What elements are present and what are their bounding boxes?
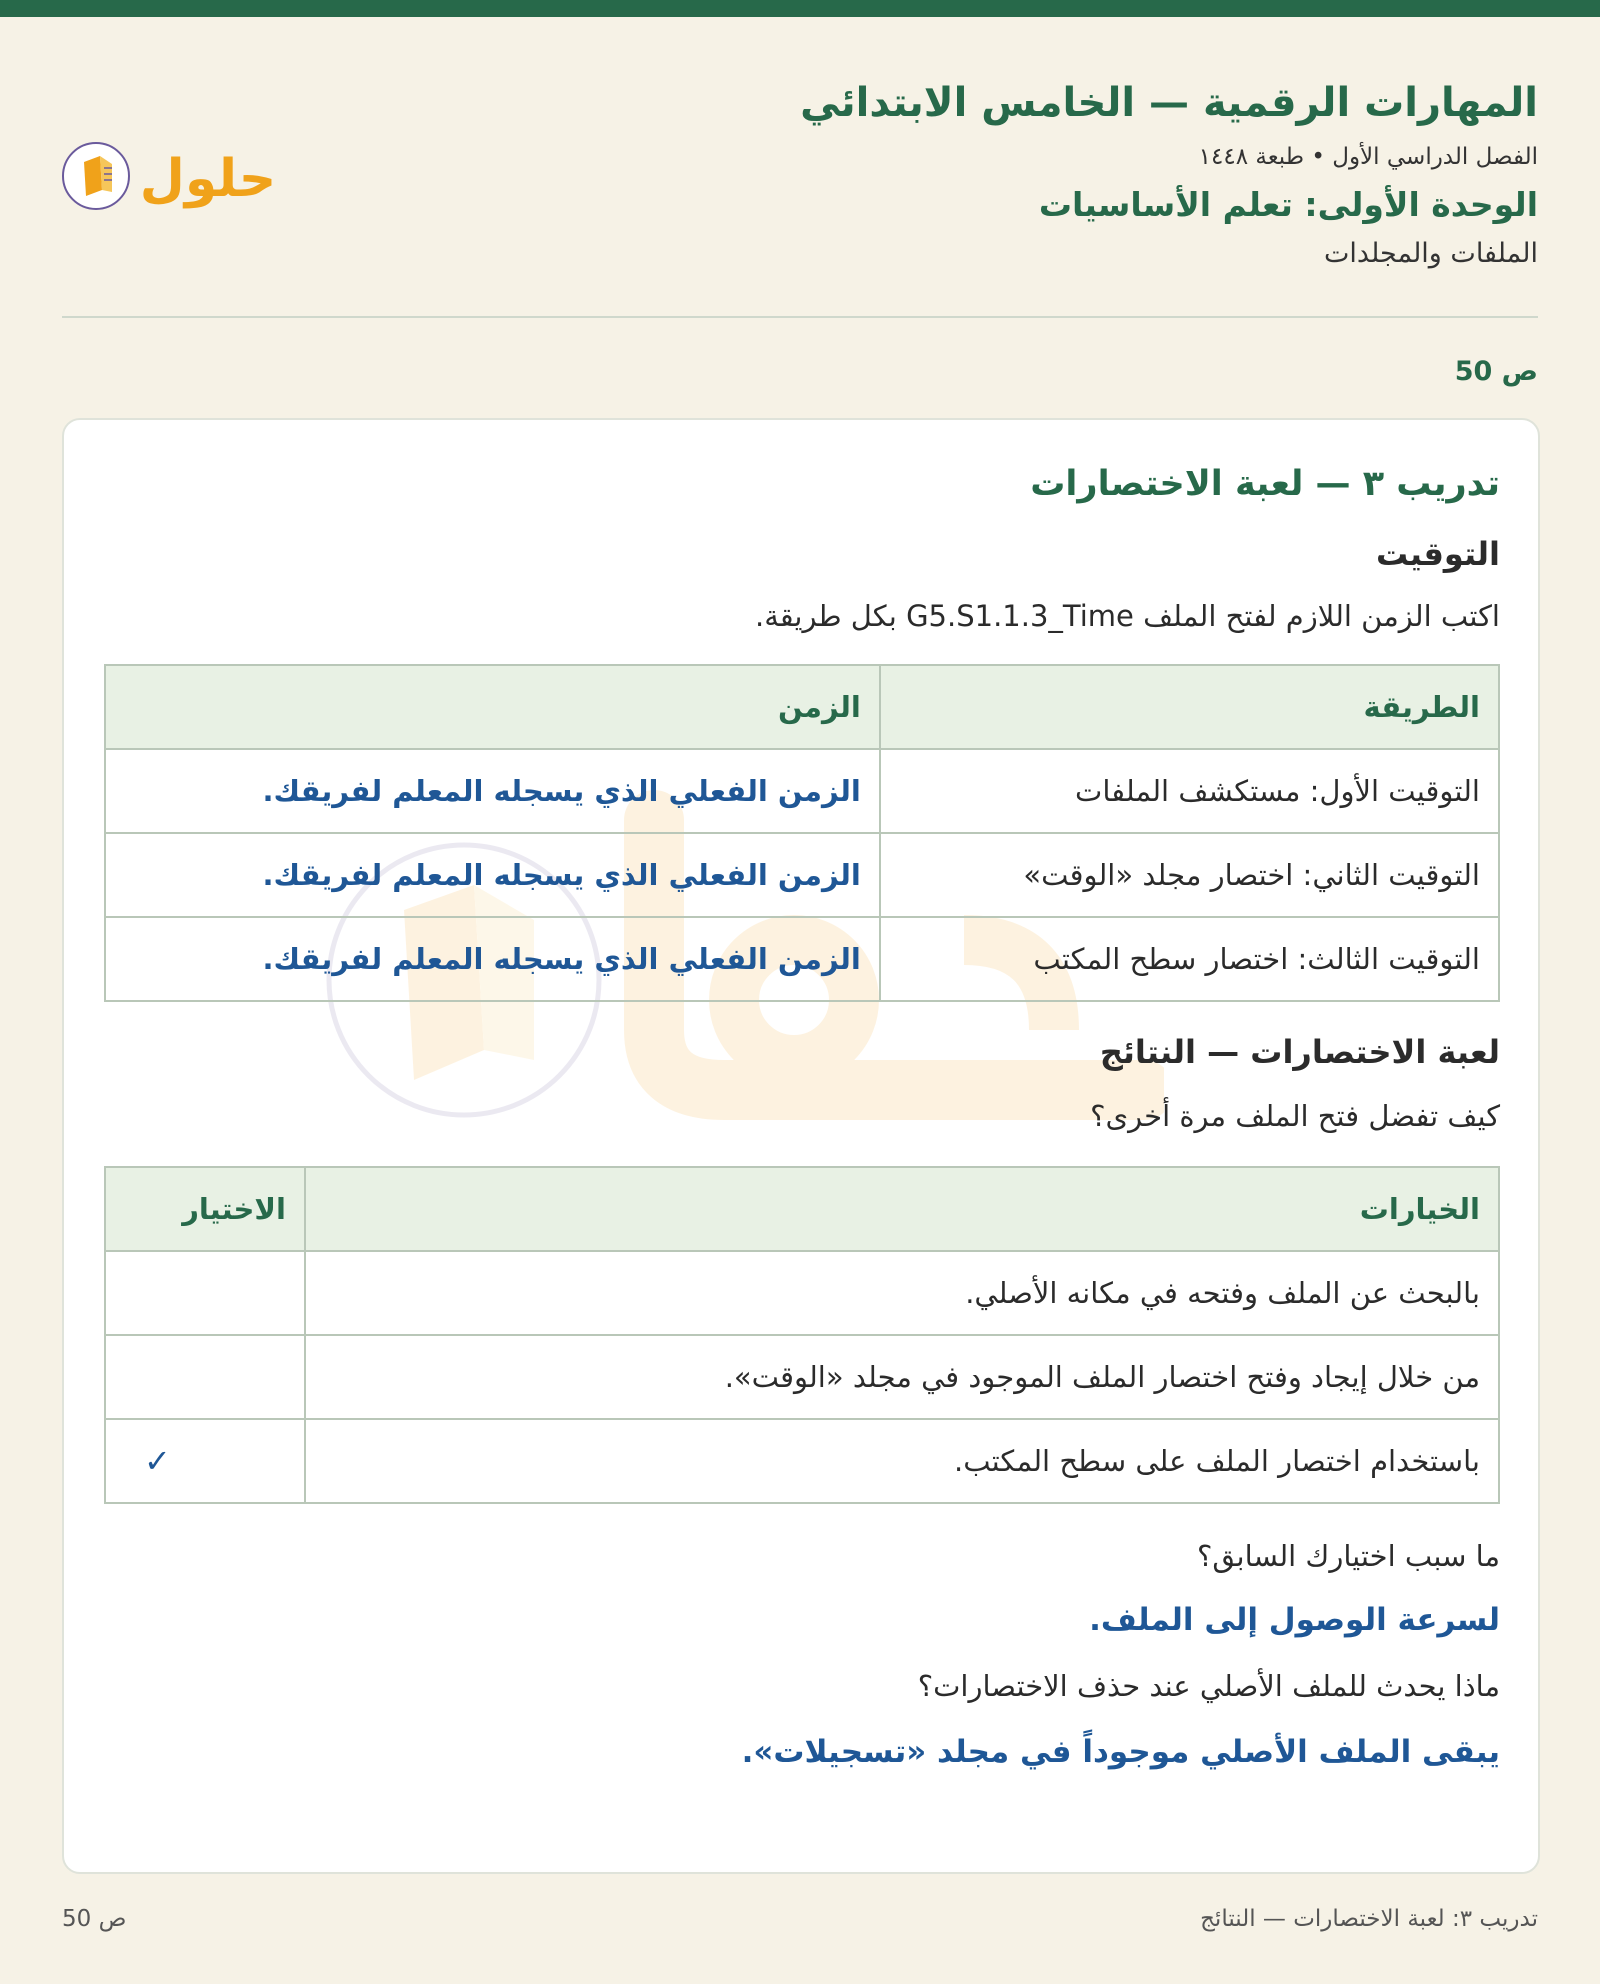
col-header-time: الزمن [105,665,880,749]
question-reason: ما سبب اختيارك السابق؟ [1196,1539,1500,1573]
timing-table [104,664,1500,1002]
lesson-title: الملفات والمجلدات [1324,238,1538,269]
timing-instruction: اكتب الزمن اللازم لفتح الملف G5.S1.1.3_Time بكل طريقة. [755,599,1500,633]
header-divider [62,316,1538,318]
results-question: كيف تفضل فتح الملف مرة أخرى؟ [1090,1099,1500,1133]
page-header [62,78,1538,318]
col-header-method: الطريقة [880,665,1499,749]
table-row [105,917,1499,1001]
method-cell: التوقيت الثالث: اختصار سطح المكتب [880,917,1499,1001]
subject-title: المهارات الرقمية — الخامس الابتدائي [800,80,1538,126]
option-cell: من خلال إيجاد وفتح اختصار الملف الموجود في مجلد «الوقت». [305,1335,1499,1419]
option-cell: باستخدام اختصار الملف على سطح المكتب. [305,1419,1499,1503]
table-row [105,1335,1499,1419]
semester-edition: الفصل الدراسي الأول • طبعة ١٤٤٨ [1198,144,1538,170]
logo-text: حلول [139,149,277,209]
table-row [105,1251,1499,1335]
choice-table-header [105,1167,1499,1251]
footer-section-label: تدريب ٣: لعبة الاختصارات — النتائج [1200,1906,1538,1932]
page-reference: ص 50 [1454,356,1538,387]
card-content [104,460,1500,1774]
table-row [105,1419,1499,1503]
table-row [105,833,1499,917]
col-header-options: الخيارات [305,1167,1499,1251]
check-mark-icon[interactable]: ✓ [105,1419,305,1503]
timing-table-header [105,665,1499,749]
answer-reason: لسرعة الوصول إلى الملف. [1089,1602,1500,1638]
answer-delete-shortcut: يبقى الملف الأصلي موجوداً في مجلد «تسجيلات». [741,1734,1500,1770]
results-heading: لعبة الاختصارات — النتائج [1099,1033,1500,1071]
footer-page-number: ص 50 [62,1906,127,1932]
hulul-logo [62,130,292,222]
option-cell: بالبحث عن الملف وفتحه في مكانه الأصلي. [305,1251,1499,1335]
unit-title: الوحدة الأولى: تعلم الأساسيات [1038,185,1538,224]
top-accent-bar [0,0,1600,17]
col-header-choice: الاختيار [105,1167,305,1251]
exercise-title: تدريب ٣ — لعبة الاختصارات [1030,464,1500,504]
method-cell: التوقيت الأول: مستكشف الملفات [880,749,1499,833]
time-answer-cell: الزمن الفعلي الذي يسجله المعلم لفريقك. [105,917,880,1001]
method-cell: التوقيت الثاني: اختصار مجلد «الوقت» [880,833,1499,917]
table-row [105,749,1499,833]
time-answer-cell: الزمن الفعلي الذي يسجله المعلم لفريقك. [105,749,880,833]
exercise-card [62,418,1540,1874]
choice-cell[interactable] [105,1335,305,1419]
choice-table [104,1166,1500,1504]
time-answer-cell: الزمن الفعلي الذي يسجله المعلم لفريقك. [105,833,880,917]
timing-heading: التوقيت [1376,535,1500,573]
page-footer [0,1906,1600,1942]
header-text-block [800,78,1538,272]
question-delete-shortcut: ماذا يحدث للملف الأصلي عند حذف الاختصارات؟ [917,1669,1500,1703]
choice-cell[interactable] [105,1251,305,1335]
